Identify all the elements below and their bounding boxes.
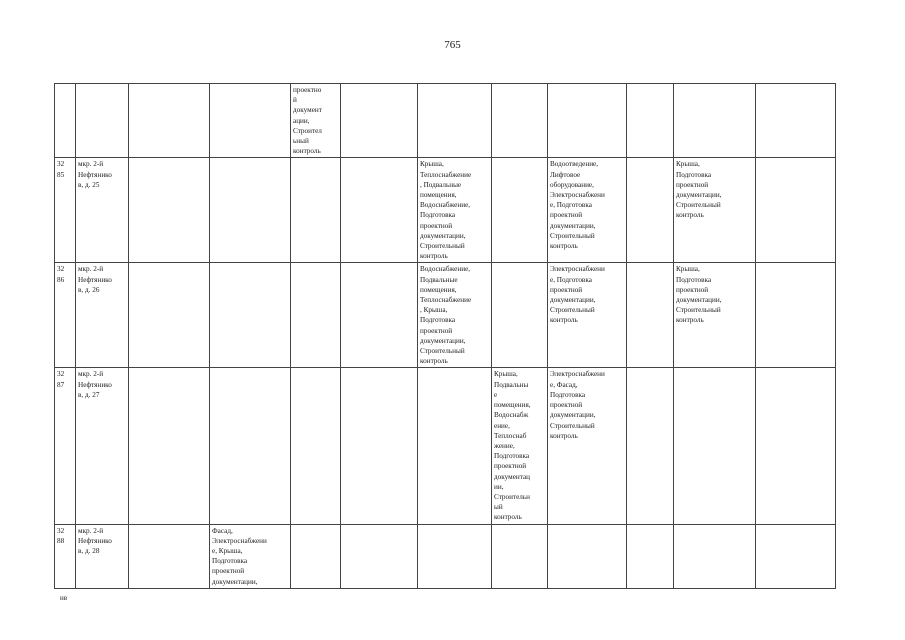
table-cell (418, 84, 492, 158)
table-cell: Крыша, Подвальны е помещения, Водоснабж ение, Теплоснаб жение, Подготовка проектной документац ии, Строительн ый контроль (492, 368, 548, 524)
table-cell (129, 84, 210, 158)
table-cell (492, 524, 548, 588)
table-cell (291, 368, 341, 524)
table-row (55, 263, 836, 368)
table-cell: Крыша, Теплоснабжение , Подвальные помещения, Водоснабжение, Подготовка проектной документации, Строительный контроль (418, 158, 492, 263)
table-cell (627, 524, 674, 588)
table-cell (210, 84, 291, 158)
table-cell (210, 368, 291, 524)
table-cell (291, 263, 341, 368)
address-cell: мкр. 2-й Нефтянико в, д. 28 (76, 524, 129, 588)
table-cell: Водоснабжение, Подвальные помещения, Теплоснабжение , Крыша, Подготовка проектной документации, Строительный контроль (418, 263, 492, 368)
row-number-cell: 32 86 (55, 263, 76, 368)
page-number: 765 (444, 39, 461, 51)
table-cell (492, 84, 548, 158)
table-cell (674, 84, 756, 158)
table-cell: проектно й документ ации, Строител ьный контроль (291, 84, 341, 158)
table-cell (492, 158, 548, 263)
table-cell (341, 524, 418, 588)
table-cell (756, 158, 836, 263)
table-cell (210, 158, 291, 263)
address-cell (76, 84, 129, 158)
table-cell (129, 524, 210, 588)
table-cell: Крыша, Подготовка проектной документации, Строительный контроль (674, 158, 756, 263)
table-cell: Крыша, Подготовка проектной документации, Строительный контроль (674, 263, 756, 368)
table-cell (674, 368, 756, 524)
table-cell (627, 263, 674, 368)
table-cell (291, 524, 341, 588)
table-row (55, 524, 836, 588)
table-cell (756, 524, 836, 588)
works-table (54, 83, 836, 589)
row-number-cell (55, 84, 76, 158)
table-cell: Электроснабжени e, Подготовка проектной документации, Строительный контроль (548, 263, 627, 368)
footer-text: нв (60, 594, 68, 602)
address-cell: мкр. 2-й Нефтянико в, д. 27 (76, 368, 129, 524)
row-number-cell: 32 88 (55, 524, 76, 588)
table-cell (627, 158, 674, 263)
table-cell (492, 263, 548, 368)
table-cell (341, 263, 418, 368)
table-cell: Электроснабжени e, Фасад, Подготовка проектной документации, Строительный контроль (548, 368, 627, 524)
table-cell (210, 263, 291, 368)
table-cell (341, 158, 418, 263)
table-cell (756, 368, 836, 524)
table-cell (756, 84, 836, 158)
table-row (55, 158, 836, 263)
table-cell (341, 368, 418, 524)
table-cell (548, 84, 627, 158)
table-cell (341, 84, 418, 158)
table-cell (548, 524, 627, 588)
table-row (55, 84, 836, 158)
row-number-cell: 32 87 (55, 368, 76, 524)
table-cell (674, 524, 756, 588)
address-cell: мкр. 2-й Нефтянико в, д. 26 (76, 263, 129, 368)
table-cell (418, 368, 492, 524)
table-cell (129, 158, 210, 263)
table-cell (756, 263, 836, 368)
table-cell: Фасад, Электроснабжени e, Крыша, Подготовка проектной документации, (210, 524, 291, 588)
table-cell (291, 158, 341, 263)
row-number-cell: 32 85 (55, 158, 76, 263)
table-cell: Водоотведение, Лифтовое оборудование, Электроснабжени e, Подготовка проектной документации, Строительный контроль (548, 158, 627, 263)
table-cell (627, 84, 674, 158)
table-row (55, 368, 836, 524)
table-cell (627, 368, 674, 524)
address-cell: мкр. 2-й Нефтянико в, д. 25 (76, 158, 129, 263)
table-cell (129, 263, 210, 368)
table-cell (418, 524, 492, 588)
table-cell (129, 368, 210, 524)
